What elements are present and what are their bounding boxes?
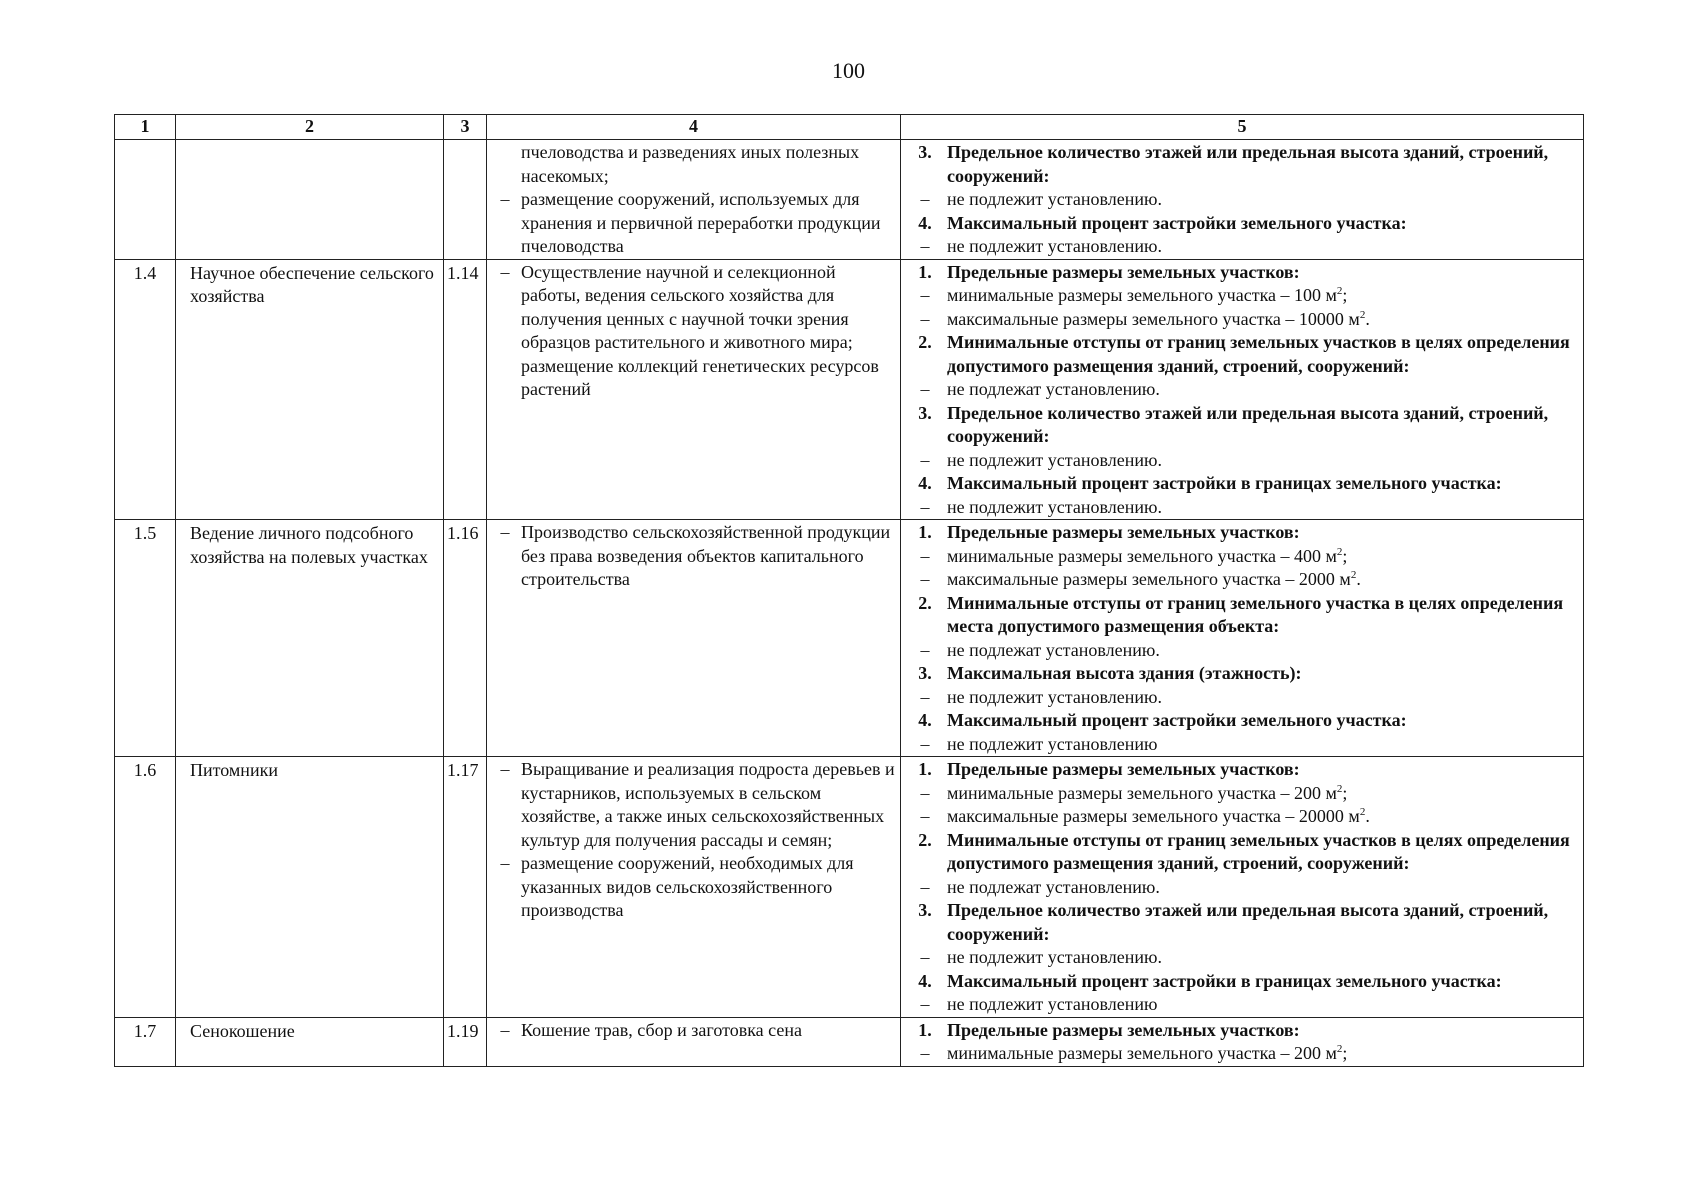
parameter-heading — [903, 402, 1581, 449]
parameter-text — [947, 829, 1581, 876]
parameter-text-main: не подлежат установлению. — [947, 639, 1160, 660]
parameter-text — [947, 639, 1581, 663]
parameter-heading — [903, 592, 1581, 639]
parameter-text — [947, 876, 1581, 900]
parameter-value — [903, 993, 1581, 1017]
parameter-value — [903, 782, 1581, 806]
row-number: 1.6 — [115, 757, 176, 1018]
parameter-marker: – — [920, 639, 930, 660]
parameter-text — [947, 188, 1581, 212]
area-unit-superscript: 2 — [1336, 1043, 1343, 1055]
parameter-text — [947, 261, 1581, 285]
parameter-marker: 2. — [918, 829, 932, 850]
parameter-marker: 2. — [918, 332, 932, 352]
parameter-marker: 1. — [918, 759, 932, 779]
land-use-code: 1.14 — [444, 259, 487, 520]
parameter-text-main: не подлежит установлению. — [947, 947, 1162, 967]
parameter-marker: 4. — [918, 212, 932, 233]
description-marker: – — [500, 759, 510, 779]
parameter-marker: 4. — [918, 710, 932, 730]
parameter-text-main: Максимальный процент застройки земельного участка: — [947, 710, 1407, 730]
parameter-text-main: Минимальные отступы от границ земельного участка в целях определения места допустимого размещения объекта: — [947, 592, 1564, 636]
description-list — [487, 260, 900, 402]
parameters-list — [901, 260, 1583, 520]
parameter-text-tail: ; — [1342, 545, 1348, 566]
parameter-value — [903, 1042, 1581, 1066]
land-use-description — [487, 140, 901, 260]
parameter-heading — [903, 521, 1581, 545]
parameters-cell — [901, 757, 1584, 1018]
parameter-text-main: Максимальный процент застройки в границах земельного участка: — [947, 473, 1502, 493]
parameter-marker: 3. — [918, 900, 932, 920]
parameter-text-main: Минимальные отступы от границ земельных участков в целях определения допустимого размещения зданий, строений, сооружений: — [947, 829, 1570, 873]
parameter-text — [947, 568, 1581, 592]
parameter-text-main: Предельное количество этажей или предельная высота зданий, строений, сооружений: — [947, 900, 1549, 944]
parameter-text-main: Предельные размеры земельных участков: — [947, 759, 1300, 779]
parameter-text — [947, 521, 1581, 545]
parameter-heading — [903, 1019, 1581, 1043]
land-use-description — [487, 1017, 901, 1066]
parameter-marker: – — [920, 994, 930, 1014]
area-unit-superscript: 2 — [1336, 545, 1343, 558]
land-use-name: Научное обеспечение сельского хозяйства — [176, 259, 444, 520]
parameter-marker: – — [920, 545, 930, 566]
parameter-marker: – — [920, 285, 930, 305]
table-row — [115, 140, 1584, 260]
parameter-value — [903, 235, 1581, 259]
row-number: 1.7 — [115, 1017, 176, 1066]
parameters-cell — [901, 140, 1584, 260]
parameter-text-main: минимальные размеры земельного участка – 400 м — [947, 545, 1337, 566]
parameter-text-main: минимальные размеры земельного участка – 200 м — [947, 782, 1337, 803]
parameter-text — [947, 1042, 1581, 1066]
parameter-text-main: не подлежит установлению. — [947, 686, 1162, 707]
description-text: Производство сельскохозяйственной продукции без права возведения объектов капитального строительства — [521, 522, 891, 589]
parameter-text — [947, 899, 1581, 946]
parameter-text — [947, 284, 1581, 308]
parameter-text-tail: . — [1365, 806, 1370, 826]
land-use-description — [487, 520, 901, 757]
parameter-text-main: максимальные размеры земельного участка – 20000 м — [947, 806, 1360, 826]
parameter-text-main: минимальные размеры земельного участка – 100 м — [947, 285, 1337, 305]
description-list — [487, 757, 900, 923]
table-row — [115, 1017, 1584, 1066]
parameter-text-tail: . — [1356, 569, 1361, 589]
description-text: Кошение трав, сбор и заготовка сена — [521, 1019, 802, 1040]
land-use-name: Питомники — [176, 757, 444, 1018]
parameter-value — [903, 733, 1581, 757]
parameter-value — [903, 686, 1581, 710]
description-text: Выращивание и реализация подроста деревьев и кустарников, используемых в сельском хозяйстве, а также иных сельскохозяйственных культур для получения рассады и семян; — [521, 759, 895, 850]
land-use-code: 1.16 — [444, 520, 487, 757]
parameter-text — [947, 141, 1581, 188]
parameter-value — [903, 639, 1581, 663]
parameter-marker: 3. — [918, 663, 932, 683]
parameter-heading — [903, 472, 1581, 496]
parameter-marker: – — [920, 569, 930, 589]
parameter-text-main: не подлежит установлению. — [947, 189, 1162, 209]
parameter-heading — [903, 899, 1581, 946]
description-item — [489, 521, 898, 592]
parameter-value — [903, 876, 1581, 900]
parameter-heading — [903, 261, 1581, 285]
parameter-text-main: не подлежит установлению. — [947, 496, 1162, 517]
parameter-text-main: максимальные размеры земельного участка – 10000 м — [947, 308, 1360, 329]
parameter-marker: – — [920, 876, 930, 897]
description-item — [489, 141, 898, 188]
column-header: 3 — [444, 115, 487, 140]
land-use-name: Ведение личного подсобного хозяйства на полевых участках — [176, 520, 444, 757]
parameter-value — [903, 568, 1581, 592]
description-list — [487, 140, 900, 259]
land-use-name: Сенокошение — [176, 1017, 444, 1066]
land-use-description — [487, 757, 901, 1018]
table-row — [115, 757, 1584, 1018]
parameters-list — [901, 757, 1583, 1017]
description-item — [489, 188, 898, 259]
parameter-text — [947, 496, 1581, 520]
column-header: 4 — [487, 115, 901, 140]
parameter-text-tail: . — [1365, 308, 1370, 329]
parameter-text — [947, 782, 1581, 806]
description-marker: – — [500, 189, 510, 209]
row-number — [115, 140, 176, 260]
parameter-marker: – — [920, 308, 930, 329]
parameters-list — [901, 520, 1583, 756]
parameter-text-main: Максимальный процент застройки земельного участка: — [947, 212, 1407, 233]
parameter-text — [947, 331, 1581, 378]
area-unit-superscript: 2 — [1336, 782, 1343, 795]
parameter-text-main: не подлежат установлению. — [947, 876, 1160, 897]
area-unit-superscript: 2 — [1359, 806, 1366, 818]
parameter-marker: 1. — [918, 1019, 932, 1040]
parameter-text — [947, 709, 1581, 733]
parameter-marker: – — [920, 496, 930, 517]
parameter-text-tail: ; — [1342, 285, 1348, 305]
parameter-text-main: Предельные размеры земельных участков: — [947, 1019, 1300, 1040]
parameter-marker: 1. — [918, 261, 932, 282]
parameter-text — [947, 733, 1581, 757]
parameter-text — [947, 235, 1581, 259]
row-number: 1.5 — [115, 520, 176, 757]
parameter-text-main: Максимальный процент застройки в границах земельного участка: — [947, 970, 1502, 991]
parameter-heading — [903, 331, 1581, 378]
parameter-marker: – — [920, 782, 930, 803]
parameter-marker: – — [920, 1043, 930, 1063]
description-marker: – — [500, 853, 510, 873]
parameter-text-main: минимальные размеры земельного участка – 200 м — [947, 1043, 1337, 1063]
parameter-marker: – — [920, 947, 930, 967]
description-item — [489, 852, 898, 923]
parameter-text — [947, 946, 1581, 970]
parameter-text-tail: ; — [1342, 782, 1348, 803]
parameter-heading — [903, 709, 1581, 733]
description-marker: – — [500, 261, 510, 282]
parameter-value — [903, 946, 1581, 970]
parameter-heading — [903, 829, 1581, 876]
parameter-value — [903, 284, 1581, 308]
table-row — [115, 259, 1584, 520]
parameter-text-main: не подлежит установлению. — [947, 236, 1162, 256]
area-unit-superscript: 2 — [1336, 285, 1343, 297]
parameter-text — [947, 212, 1581, 236]
parameter-value — [903, 449, 1581, 473]
parameter-marker: – — [920, 733, 930, 754]
table-row — [115, 520, 1584, 757]
parameter-marker: 1. — [918, 522, 932, 542]
parameter-heading — [903, 758, 1581, 782]
parameter-text-main: Предельное количество этажей или предельная высота зданий, строений, сооружений: — [947, 142, 1549, 186]
description-text: Осуществление научной и селекционной работы, ведения сельского хозяйства для получения ценных с научной точки зрения образцов растительного и животного мира; размещение коллекций генетических ресурсов растений — [521, 261, 879, 399]
parameter-value — [903, 188, 1581, 212]
parameter-marker: – — [920, 379, 930, 399]
parameter-text-main: не подлежит установлению — [947, 733, 1158, 754]
parameters-cell — [901, 259, 1584, 520]
parameter-marker: – — [920, 686, 930, 707]
parameter-text-main: Минимальные отступы от границ земельных участков в целях определения допустимого размещения зданий, строений, сооружений: — [947, 332, 1570, 376]
parameter-text — [947, 472, 1581, 496]
description-marker: – — [500, 522, 510, 542]
land-use-code — [444, 140, 487, 260]
parameter-text — [947, 805, 1581, 829]
parameter-text — [947, 758, 1581, 782]
land-use-code: 1.19 — [444, 1017, 487, 1066]
parameter-marker: 4. — [918, 970, 932, 991]
parameter-text — [947, 686, 1581, 710]
column-header: 2 — [176, 115, 444, 140]
parameter-value — [903, 805, 1581, 829]
regulations-table — [114, 114, 1584, 1067]
description-text: пчеловодства и разведениях иных полезных насекомых; — [521, 142, 860, 186]
description-item — [489, 261, 898, 402]
parameter-value — [903, 545, 1581, 569]
parameter-text — [947, 1019, 1581, 1043]
parameter-value — [903, 496, 1581, 520]
parameter-value — [903, 308, 1581, 332]
description-text: размещение сооружений, используемых для хранения и первичной переработки продукции пчеловодства — [521, 189, 881, 256]
parameter-heading — [903, 662, 1581, 686]
parameter-marker: 3. — [918, 142, 932, 162]
row-number: 1.4 — [115, 259, 176, 520]
description-text: размещение сооружений, необходимых для указанных видов сельскохозяйственного производства — [521, 853, 854, 920]
parameter-text — [947, 970, 1581, 994]
land-use-name — [176, 140, 444, 260]
parameter-marker: 3. — [918, 402, 932, 423]
parameters-cell — [901, 520, 1584, 757]
parameter-text-main: Предельные размеры земельных участков: — [947, 261, 1300, 282]
parameter-text-main: максимальные размеры земельного участка – 2000 м — [947, 569, 1351, 589]
parameter-marker: 2. — [918, 592, 932, 613]
parameter-text-main: Предельные размеры земельных участков: — [947, 522, 1300, 542]
parameter-text-main: Предельное количество этажей или предельная высота зданий, строений, сооружений: — [947, 402, 1549, 446]
column-header: 1 — [115, 115, 176, 140]
parameter-marker: – — [920, 449, 930, 470]
parameter-text-main: не подлежит установлению — [947, 994, 1158, 1014]
parameter-text — [947, 662, 1581, 686]
parameter-heading — [903, 141, 1581, 188]
parameter-text — [947, 402, 1581, 449]
parameter-marker: 4. — [918, 473, 932, 493]
page-number: 100 — [832, 58, 865, 83]
parameter-text — [947, 449, 1581, 473]
parameters-cell — [901, 1017, 1584, 1066]
parameter-marker: – — [920, 189, 930, 209]
description-item — [489, 758, 898, 852]
parameter-marker: – — [920, 806, 930, 826]
parameter-text — [947, 308, 1581, 332]
parameters-list — [901, 140, 1583, 259]
parameter-text-main: Максимальная высота здания (этажность): — [947, 663, 1302, 683]
parameter-text — [947, 378, 1581, 402]
description-list — [487, 1018, 900, 1043]
parameter-text-tail: ; — [1342, 1043, 1348, 1063]
description-marker: – — [500, 1019, 510, 1040]
parameter-text — [947, 993, 1581, 1017]
parameter-text-main: не подлежат установлению. — [947, 379, 1160, 399]
area-unit-superscript: 2 — [1350, 569, 1357, 581]
table-header-row — [115, 115, 1584, 140]
parameters-list — [901, 1018, 1583, 1066]
parameter-text-main: не подлежит установлению. — [947, 449, 1162, 470]
parameter-text — [947, 545, 1581, 569]
land-use-description — [487, 259, 901, 520]
column-header: 5 — [901, 115, 1584, 140]
description-list — [487, 520, 900, 592]
parameter-heading — [903, 212, 1581, 236]
description-item — [489, 1019, 898, 1043]
parameter-value — [903, 378, 1581, 402]
parameter-heading — [903, 970, 1581, 994]
land-use-code: 1.17 — [444, 757, 487, 1018]
parameter-text — [947, 592, 1581, 639]
parameter-marker: – — [920, 236, 930, 256]
area-unit-superscript: 2 — [1359, 308, 1366, 321]
